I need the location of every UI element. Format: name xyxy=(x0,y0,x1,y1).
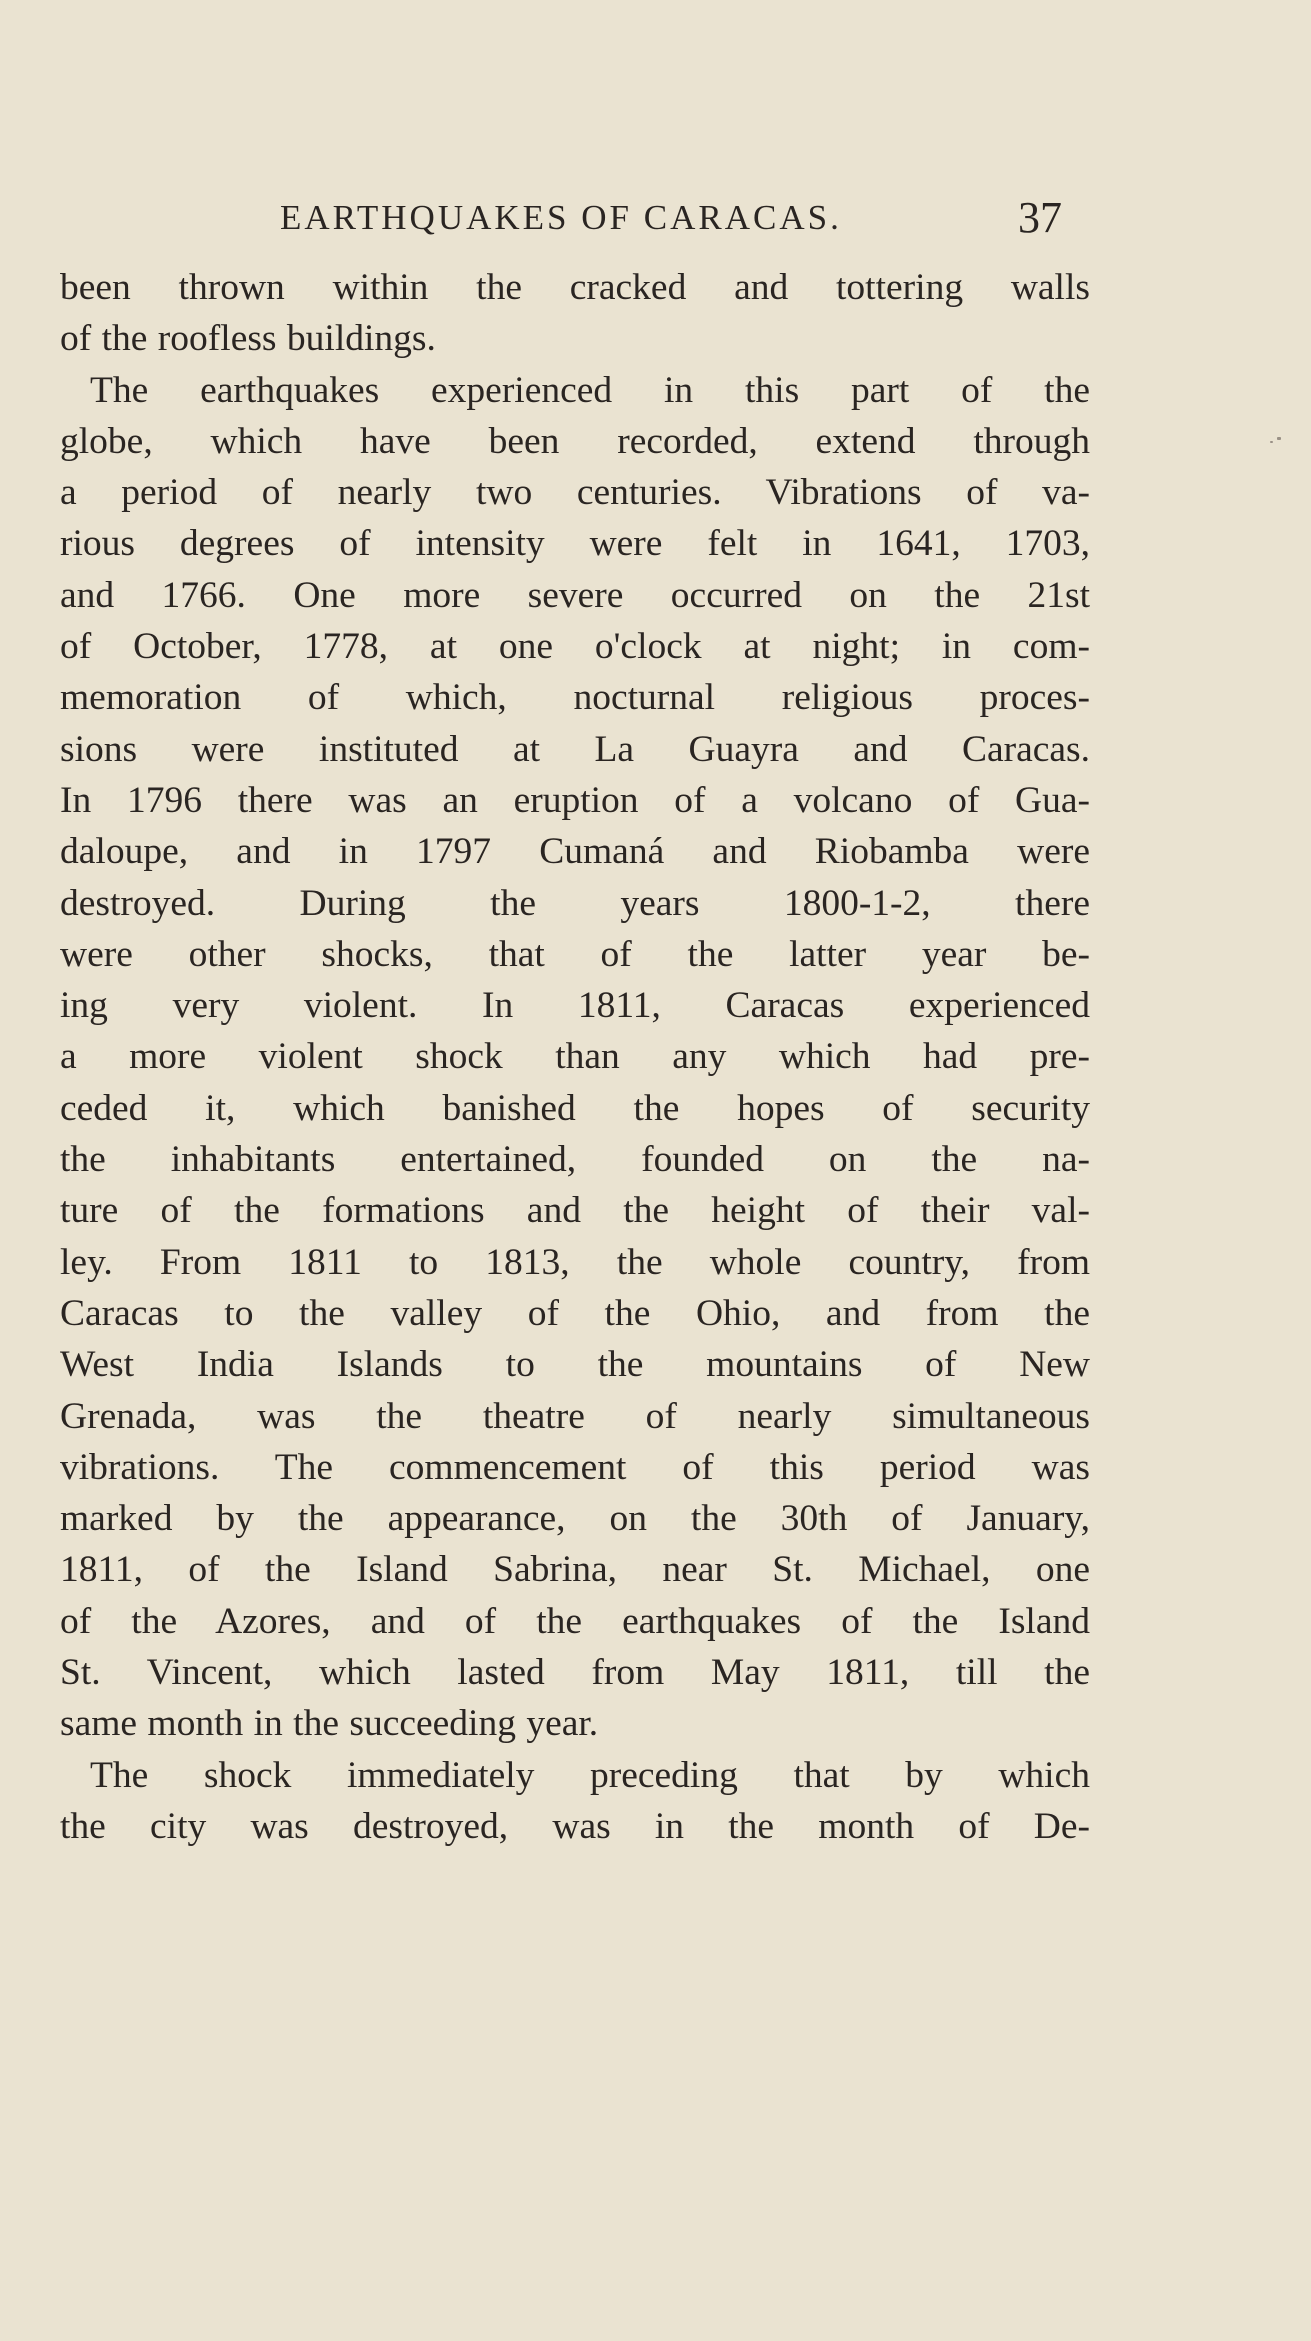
text-line: ture of the formations and the height of their val- xyxy=(60,1190,1090,1232)
text-line: Grenada, was the theatre of nearly simultaneous xyxy=(60,1395,1090,1437)
text-line: been thrown within the cracked and tottering walls xyxy=(60,267,1090,308)
text-line: of the roofless buildings. xyxy=(60,318,436,360)
text-line: the inhabitants entertained, founded on the na- xyxy=(60,1139,1090,1181)
text-line: were other shocks, that of the latter year be- xyxy=(60,933,1090,975)
text-line: The earthquakes experienced in this part of the xyxy=(90,369,1090,411)
text-line: ley. From 1811 to 1813, the whole country, from xyxy=(60,1241,1090,1283)
text-line: ing very violent. In 1811, Caracas experienced xyxy=(60,985,1090,1027)
text-line: marked by the appearance, on the 30th of January, xyxy=(60,1498,1090,1540)
text-line: and 1766. One more severe occurred on the 21st xyxy=(60,574,1090,616)
text-line: vibrations. The commencement of this period was xyxy=(60,1446,1090,1488)
text-line: St. Vincent, which lasted from May 1811, till the xyxy=(60,1652,1090,1694)
running-title: EARTHQUAKES OF CARACAS. xyxy=(280,198,842,237)
text-line: 1811, of the Island Sabrina, near St. Michael, one xyxy=(60,1549,1090,1591)
text-line: The shock immediately preceding that by which xyxy=(90,1754,1090,1796)
paper-speck xyxy=(1270,441,1273,443)
text-line: West India Islands to the mountains of New xyxy=(60,1344,1090,1386)
text-line: the city was destroyed, was in the month of De- xyxy=(60,1805,1090,1847)
page-number: 37 xyxy=(1018,193,1062,242)
text-line: sions were instituted at La Guayra and Caracas. xyxy=(60,728,1090,770)
text-line: destroyed. During the years 1800-1-2, there xyxy=(60,882,1090,924)
text-line: globe, which have been recorded, extend through xyxy=(60,420,1090,462)
text-line: a period of nearly two centuries. Vibrations of va- xyxy=(60,472,1090,514)
paper-speck xyxy=(1277,437,1281,440)
text-line: a more violent shock than any which had pre- xyxy=(60,1036,1090,1078)
text-line: rious degrees of intensity were felt in 1641, 1703, xyxy=(60,523,1090,565)
text-line: of the Azores, and of the earthquakes of the Island xyxy=(60,1600,1090,1642)
text-line: of October, 1778, at one o'clock at night; in com- xyxy=(60,626,1090,668)
text-line: same month in the succeeding year. xyxy=(60,1703,599,1745)
running-head xyxy=(60,193,1100,248)
text-line: ceded it, which banished the hopes of security xyxy=(60,1087,1090,1129)
text-line: memoration of which, nocturnal religious proces- xyxy=(60,677,1090,719)
body-text xyxy=(60,262,1090,1852)
text-line: daloupe, and in 1797 Cumaná and Riobamba were xyxy=(60,831,1090,873)
text-line: Caracas to the valley of the Ohio, and from the xyxy=(60,1292,1090,1334)
text-line: In 1796 there was an eruption of a volcano of Gua- xyxy=(60,779,1090,821)
